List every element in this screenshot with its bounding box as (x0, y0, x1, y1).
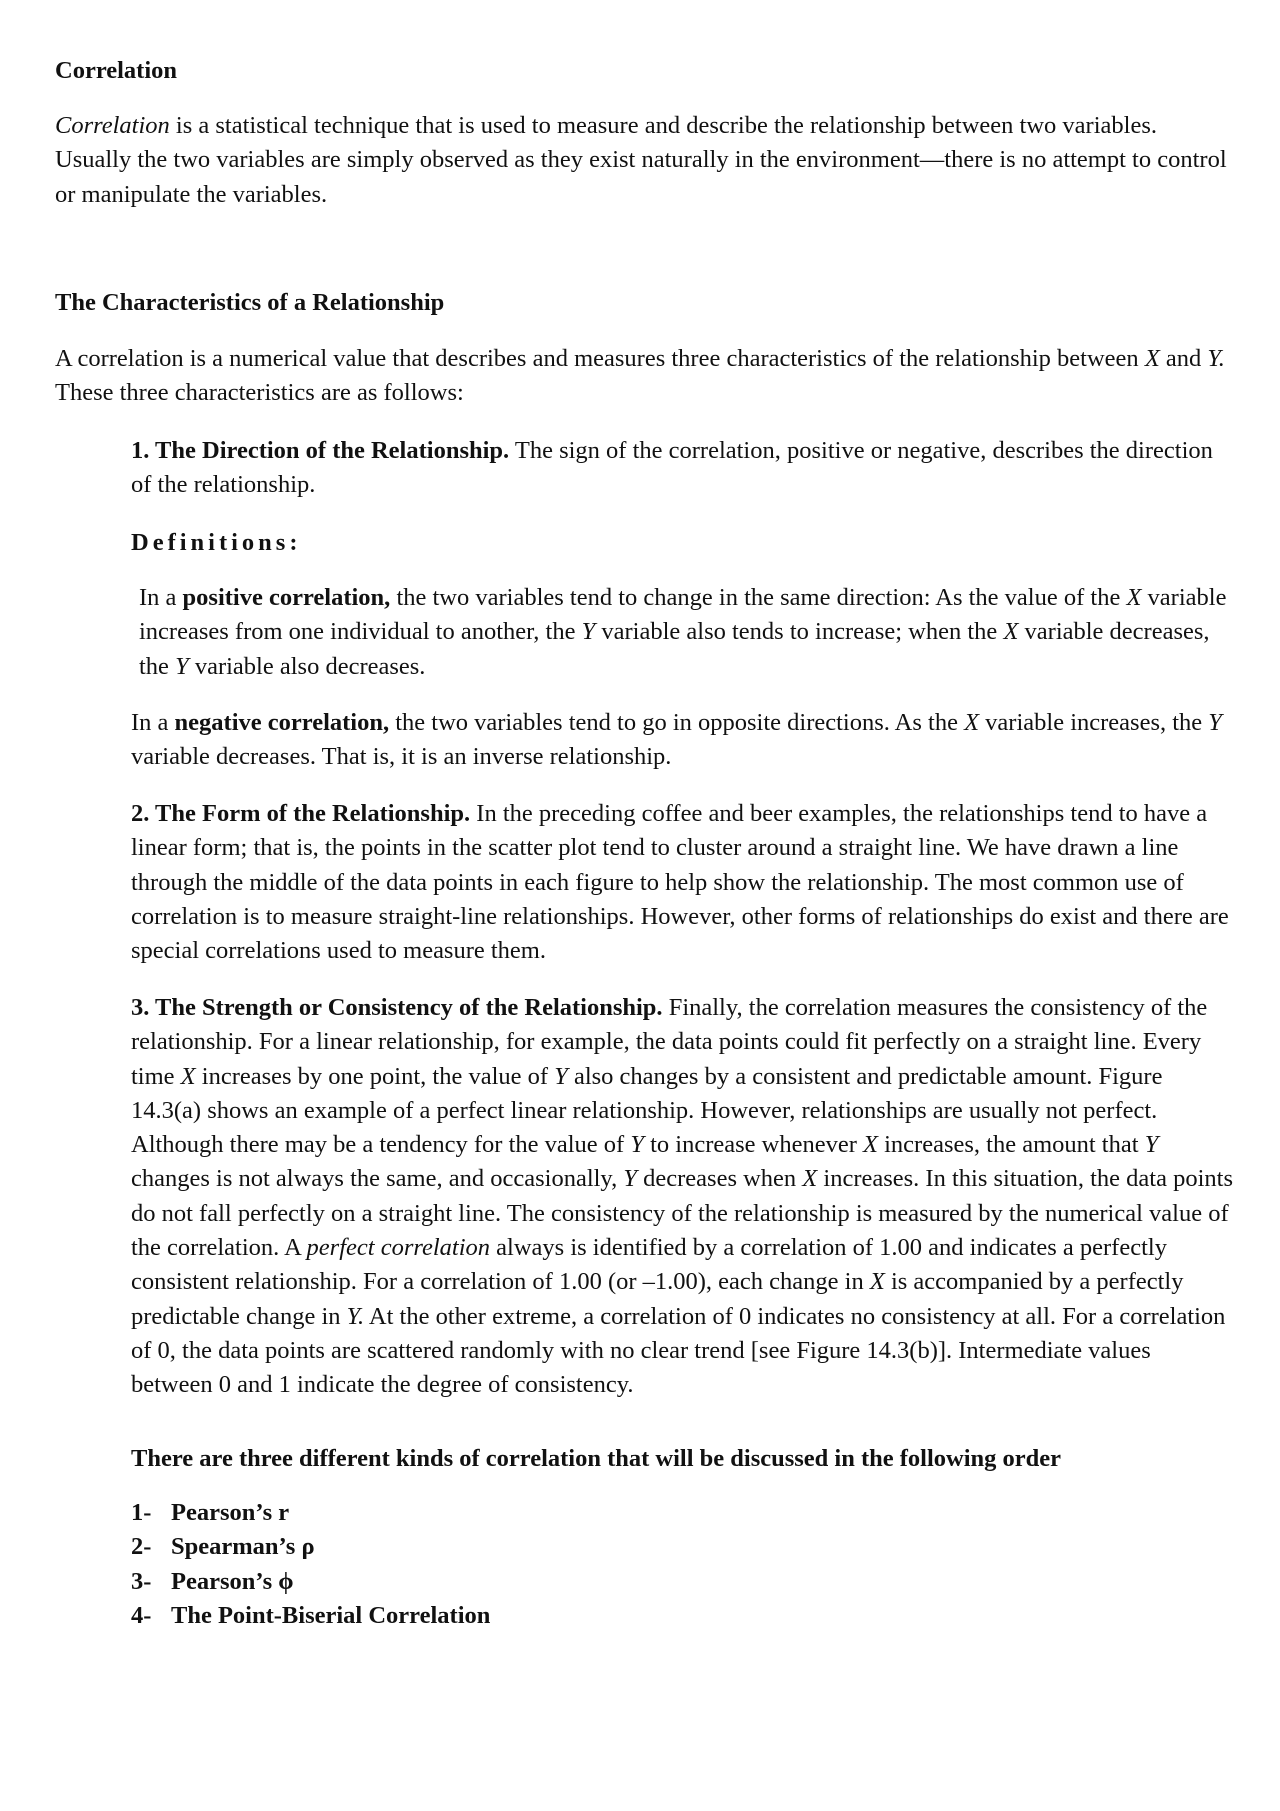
list-item: 3- Pearson’s ϕ (131, 1567, 294, 1595)
list-item: 4- The Point-Biserial Correlation (131, 1601, 491, 1629)
list-item: 2- Spearman’s ρ (131, 1533, 315, 1561)
strength-paragraph: 3. The Strength or Consistency of the Relationship. Finally, the correlation measures the consistency of the relationship. For a linear relationship, for example, the data points could fit perfectly on a straight line. Every time X increases by one point, the value of Y also changes by a consistent and predictable amount. Figure 14.3(a) shows an example of a perfect linear relationship. However, relationships are usually not perfect. Although there may be a tendency for the value of Y to increase whenever X increases, the amount that Y changes is not always the same, and occasionally, Y decreases when X increases. In this situation, the data points do not fall perfectly on a straight line. The consistency of the relationship is measured by the numerical value of the correlation. A perfect correlation always is identified by a correlation of 1.00 and indicates a perfectly consistent relationship. For a correlation of 1.00 (or –1.00), each change in X is accompanied by a perfectly predictable change in Y. At the other extreme, a correlation of 0 indicates no consistency at all. For a correlation of 0, the data points are scattered randomly with no clear trend [see Figure 14.3(b)]. Intermediate values between 0 and 1 indicate the degree of consistency. (131, 994, 1233, 1399)
section-title: Correlation (55, 57, 178, 84)
negative-correlation-paragraph: In a negative correlation, the two variables tend to go in opposite directions. As the X variable increases, the Y variable decreases. That is, it is an inverse relationship. (131, 709, 1222, 771)
list-item: 1- Pearson’s r (131, 1499, 290, 1526)
strength-label: 3. The Strength or Consistency of the Relationship. (131, 994, 663, 1021)
form-paragraph: 2. The Form of the Relationship. In the preceding coffee and beer examples, the relationships tend to have a linear form; that is, the points in the scatter plot tend to cluster around a straight line. We have drawn a line through the middle of the data points in each figure to help show the relationship. The most common use of correlation is to measure straight-line relationships. However, other forms of relationships do exist and there are special correlations used to measure them. (131, 800, 1229, 965)
form-label: 2. The Form of the Relationship. (131, 800, 471, 827)
direction-paragraph: 1. The Direction of the Relationship. The sign of the correlation, positive or negative, describes the direction of the relationship. (131, 437, 1213, 499)
intro-paragraph: Correlation is a statistical technique that is used to measure and describe the relationship between two variables. Usually the two variables are simply observed as they exist naturally in the environment—there is no attempt to control or manipulate the variables. (55, 112, 1227, 208)
characteristics-paragraph: A correlation is a numerical value that describes and measures three characteristics of the relationship between X and Y. These three characteristics are as follows: (55, 345, 1225, 407)
definitions-label: Definitions: (131, 529, 302, 556)
kinds-heading: There are three different kinds of correlation that will be discussed in the following order (131, 1445, 1062, 1472)
intro-term: Correlation (55, 112, 170, 139)
characteristics-heading: The Characteristics of a Relationship (55, 289, 445, 316)
positive-correlation-paragraph: In a positive correlation, the two variables tend to change in the same direction: As the value of the X variable increases from one individual to another, the Y variable also tends to increase; when the X variable decreases, the Y variable also decreases. (139, 584, 1227, 680)
kinds-list (131, 1496, 1031, 1633)
direction-label: 1. The Direction of the Relationship. (131, 437, 510, 464)
